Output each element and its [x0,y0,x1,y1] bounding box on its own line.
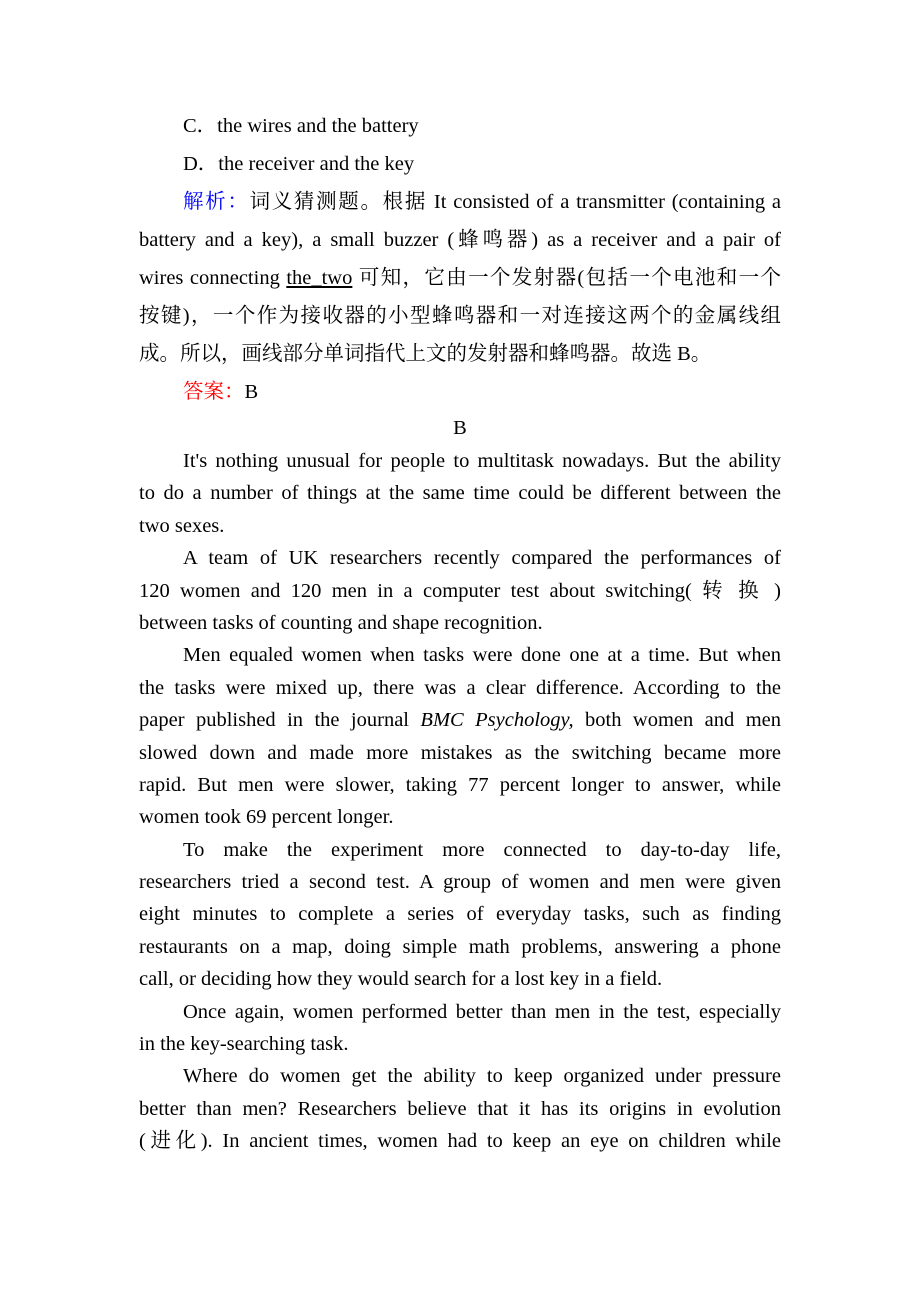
text-segment: B [244,381,259,403]
text-segment: restaurants on a map, doing simple math problems, answering a phone [139,935,781,958]
text-line [139,297,781,335]
text-segment: It's nothing unusual for people to multitask nowadays. But the ability [183,450,781,472]
text-segment: 可知，它由一个发射器(包括一个电池和一个 [352,267,781,289]
text-line [139,575,781,607]
text-line [139,510,781,542]
text-line [139,1060,781,1092]
text-line [139,866,781,898]
text-segment: wires connecting [139,267,287,289]
text-segment: 词义猜测题。根据 It consisted of a transmitter (containing a [249,191,781,213]
text-line [139,996,781,1028]
passage-paragraph [139,834,781,996]
text-segment: between tasks of counting and shape recognition. [139,611,543,634]
text-segment: call, or deciding how they would search for a lost key in a field. [139,968,663,991]
text-line [139,107,781,145]
text-segment: in the key-searching task. [139,1033,349,1056]
question-explanation-section [139,107,781,411]
text-line [139,898,781,930]
passage-paragraph [139,542,781,639]
text-line [139,373,781,411]
text-segment: To make the experiment more connected to day-to-day life, [183,838,781,861]
text-line [139,769,781,801]
text-segment: Men equaled women when tasks were done one at a time. But when [183,644,781,667]
reading-passage-section [139,411,781,1158]
analysis-paragraph [139,183,781,373]
answer-label: 答案： [183,381,245,403]
underlined-phrase: the_two [286,267,353,289]
text-segment: eight minutes to complete a series of everyday tasks, such as finding [139,903,781,926]
answer-option [139,145,781,183]
text-segment: paper published in the journal [139,709,421,732]
passage-paragraph [139,996,781,1061]
text-line [139,704,781,736]
text-segment: C．the wires and the battery [183,115,419,137]
text-line [139,542,781,574]
text-line [139,1125,781,1157]
answer-line [139,373,781,411]
text-line [139,607,781,639]
text-segment: Once again, women performed better than men in the test, especially [183,1000,781,1023]
text-line [139,145,781,183]
text-segment: women took 69 percent longer. [139,806,394,829]
text-line [139,1093,781,1125]
text-segment: D．the receiver and the key [183,153,415,175]
text-line [139,335,781,373]
document-page [139,107,781,1158]
text-line [139,931,781,963]
text-line [139,259,781,297]
text-line [139,183,781,221]
answer-option [139,107,781,145]
text-segment: (进化). In ancient times, women had to keep an eye on children while [139,1130,781,1153]
analysis-label: 解析： [183,191,250,213]
text-line [139,737,781,769]
text-segment: 120 women and 120 men in a computer test about switching( 转 换 ) [139,579,781,602]
text-line [139,672,781,704]
text-segment: better than men? Researchers believe that it has its origins in evolution [139,1097,781,1120]
text-segment: slowed down and made more mistakes as the switching became more [139,741,781,764]
text-segment: 按键)，一个作为接收器的小型蜂鸣器和一对连接这两个的金属线组 [139,305,781,327]
section-heading: B [453,417,467,439]
text-segment: 成。所以，画线部分单词指代上文的发射器和蜂鸣器。故选 B。 [139,343,712,365]
text-segment: both women and men [573,709,781,732]
text-line [139,639,781,671]
journal-title: BMC Psychology, [420,709,574,732]
text-line [139,445,781,477]
text-segment: A team of UK researchers recently compared the performances of [183,547,781,570]
text-line [139,1028,781,1060]
text-segment: Where do women get the ability to keep organized under pressure [183,1065,781,1088]
text-segment: battery and a key), a small buzzer (蜂鸣器) as a receiver and a pair of [139,229,781,251]
text-segment: the tasks were mixed up, there was a clear difference. According to the [139,676,781,699]
text-segment: researchers tried a second test. A group of women and men were given [139,871,781,894]
text-line [139,477,781,509]
passage-paragraph [139,639,781,833]
text-segment: rapid. But men were slower, taking 77 percent longer to answer, while [139,773,781,796]
text-segment: two sexes. [139,514,225,537]
text-line [139,801,781,833]
text-line [139,834,781,866]
text-line [139,963,781,995]
passage-paragraph [139,1060,781,1157]
passage-paragraph [139,445,781,542]
text-line [139,221,781,259]
text-segment: to do a number of things at the same time could be different between the [139,482,781,505]
